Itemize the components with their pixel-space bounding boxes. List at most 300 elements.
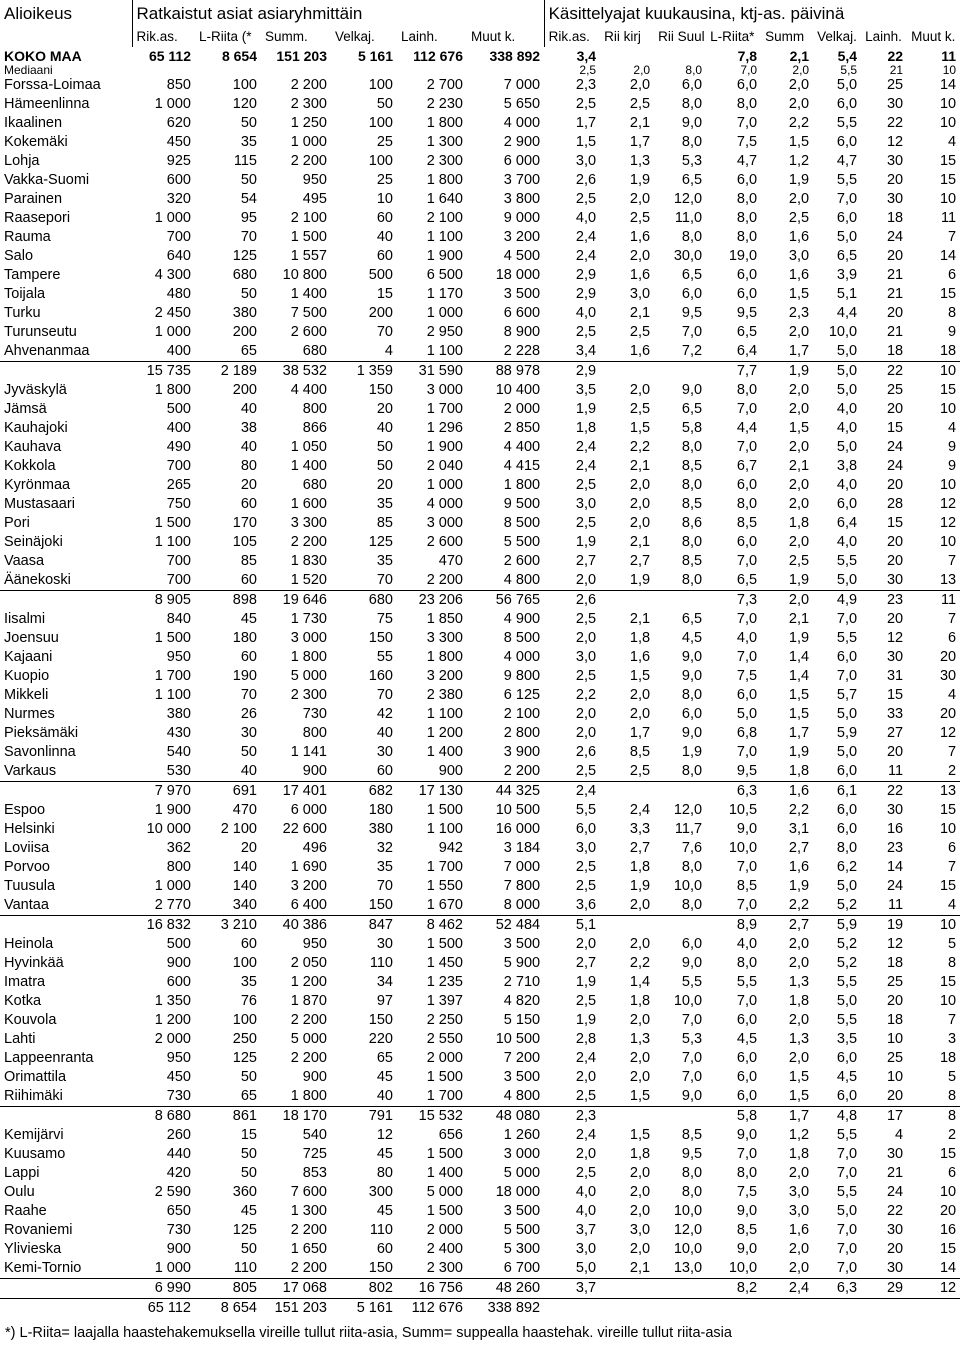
count-cell: 1 100 xyxy=(426,343,463,359)
duration-cell xyxy=(761,1299,813,1319)
header-right-col: Rik.as. xyxy=(544,27,600,47)
table-row xyxy=(0,1011,960,1030)
duration-cell: 20 xyxy=(939,1203,957,1219)
count-cell: 6 500 xyxy=(426,267,463,283)
count-cell: 850 xyxy=(166,77,191,93)
count-cell: 340 xyxy=(232,897,257,913)
duration-cell: 20 xyxy=(886,1241,904,1257)
count-cell: 17 401 xyxy=(261,782,331,802)
row-label: Oulu xyxy=(4,1184,35,1200)
footnote: *) L-Riita= laajalla haastehakemuksella vireille tullut riita-asia, Summ= suppealla haastehak. vireille tullut riita-asia xyxy=(5,1325,732,1341)
duration-cell: 1,8 xyxy=(629,993,651,1009)
duration-cell: 20 xyxy=(886,993,904,1009)
duration-cell: 7,0 xyxy=(736,897,758,913)
row-label: Vakka-Suomi xyxy=(4,172,90,188)
count-cell: 5 500 xyxy=(503,1222,541,1238)
count-cell: 190 xyxy=(232,668,257,684)
duration-cell: 5,5 xyxy=(836,1184,858,1200)
count-cell: 15 xyxy=(240,1127,257,1143)
header-row-2 xyxy=(0,27,960,47)
count-cell: 26 xyxy=(240,706,257,722)
duration-cell xyxy=(600,1299,654,1319)
duration-cell: 9,0 xyxy=(736,821,758,837)
count-cell: 2 590 xyxy=(154,1184,191,1200)
count-cell: 5 650 xyxy=(503,96,541,112)
count-cell: 6 125 xyxy=(503,687,541,703)
count-cell: 18 000 xyxy=(495,267,541,283)
duration-cell: 8,0 xyxy=(736,229,758,245)
duration-cell: 6,0 xyxy=(681,286,703,302)
count-cell: 3 200 xyxy=(290,878,327,894)
count-cell: 8 000 xyxy=(503,897,541,913)
count-cell xyxy=(331,65,397,76)
count-cell: 8 905 xyxy=(132,591,195,611)
duration-cell: 2,0 xyxy=(792,65,810,76)
count-cell: 2 000 xyxy=(426,1050,463,1066)
duration-cell: 12,0 xyxy=(673,802,703,818)
duration-cell: 5,9 xyxy=(836,725,858,741)
count-cell: 853 xyxy=(302,1165,327,1181)
duration-cell: 2,0 xyxy=(629,706,651,722)
duration-cell: 7,0 xyxy=(681,1012,703,1028)
duration-cell: 15 xyxy=(939,153,957,169)
row-label: Jyväskylä xyxy=(4,382,67,398)
duration-cell: 2,0 xyxy=(575,1069,597,1085)
count-cell: 496 xyxy=(302,840,327,856)
duration-cell: 6 xyxy=(948,1165,957,1181)
count-cell: 60 xyxy=(240,936,257,952)
count-cell: 8 654 xyxy=(195,1299,261,1319)
table-row xyxy=(0,1259,960,1279)
duration-cell: 2,0 xyxy=(788,324,810,340)
count-cell: 1 400 xyxy=(426,744,463,760)
duration-cell: 12 xyxy=(886,936,904,952)
duration-cell: 3,0 xyxy=(788,1203,810,1219)
count-cell: 110 xyxy=(369,1222,393,1238)
count-cell: 65 xyxy=(240,1088,257,1104)
duration-cell: 15 xyxy=(939,878,957,894)
duration-cell: 1,8 xyxy=(629,859,651,875)
duration-cell: 4,0 xyxy=(575,1184,597,1200)
row-label: Ylivieska xyxy=(4,1241,62,1257)
duration-cell xyxy=(654,362,706,382)
duration-cell: 2,2 xyxy=(788,897,810,913)
duration-cell: 8,0 xyxy=(681,572,703,588)
count-cell: 2 900 xyxy=(503,134,541,150)
duration-cell: 19,0 xyxy=(728,248,758,264)
duration-cell: 5,9 xyxy=(813,916,861,936)
count-cell: 1 100 xyxy=(154,534,191,550)
count-cell: 1 700 xyxy=(426,401,463,417)
duration-cell xyxy=(813,1299,861,1319)
duration-cell: 8,0 xyxy=(736,210,758,226)
table-row xyxy=(0,495,960,514)
count-cell: 60 xyxy=(240,572,257,588)
count-cell: 2 200 xyxy=(290,1222,327,1238)
duration-cell: 2,4 xyxy=(575,229,597,245)
count-cell: 1 200 xyxy=(154,1012,191,1028)
duration-cell: 9,0 xyxy=(681,955,703,971)
duration-cell: 1,8 xyxy=(788,763,810,779)
row-label: Varkaus xyxy=(4,763,57,779)
count-cell: 50 xyxy=(240,286,257,302)
duration-cell: 5,0 xyxy=(736,706,758,722)
count-cell: 50 xyxy=(240,172,257,188)
count-cell: 125 xyxy=(232,248,257,264)
duration-cell: 8,0 xyxy=(681,134,703,150)
count-cell: 900 xyxy=(166,1241,191,1257)
duration-cell: 2,6 xyxy=(575,744,597,760)
table-row xyxy=(0,419,960,438)
count-cell: 60 xyxy=(376,1241,393,1257)
count-cell: 1 050 xyxy=(290,439,327,455)
count-cell: 2 950 xyxy=(426,324,463,340)
duration-cell xyxy=(654,1107,706,1127)
duration-cell: 5,5 xyxy=(836,974,858,990)
duration-cell: 6,0 xyxy=(681,77,703,93)
count-cell: 8 462 xyxy=(397,916,467,936)
duration-cell: 2,0 xyxy=(575,936,597,952)
count-cell: 50 xyxy=(240,1165,257,1181)
duration-cell: 12 xyxy=(939,725,957,741)
count-cell: 898 xyxy=(195,591,261,611)
row-label: Vaasa xyxy=(4,553,45,569)
duration-cell: 9,5 xyxy=(736,763,758,779)
header-right-col: Muut k. xyxy=(911,29,956,44)
duration-cell: 2,2 xyxy=(788,802,810,818)
duration-cell: 8,0 xyxy=(685,65,703,76)
duration-cell: 6,0 xyxy=(836,134,858,150)
duration-cell: 5,2 xyxy=(836,955,858,971)
duration-cell: 8 xyxy=(948,1088,957,1104)
count-cell: 3 000 xyxy=(503,1146,541,1162)
duration-cell xyxy=(600,362,654,382)
count-cell: 700 xyxy=(166,553,191,569)
table-row xyxy=(0,1068,960,1087)
count-cell: 70 xyxy=(240,229,257,245)
count-cell: 65 112 xyxy=(132,1299,195,1319)
duration-cell: 6,0 xyxy=(836,821,858,837)
duration-cell: 8,0 xyxy=(736,191,758,207)
table-row xyxy=(0,705,960,724)
count-cell: 2 800 xyxy=(503,725,541,741)
duration-cell: 5,3 xyxy=(681,153,703,169)
duration-cell: 5,5 xyxy=(736,974,758,990)
table-row xyxy=(0,438,960,457)
duration-cell: 2,4 xyxy=(575,439,597,455)
duration-cell: 15 xyxy=(886,420,904,436)
header-right-col: Lainh. xyxy=(865,29,902,44)
duration-cell: 2,0 xyxy=(633,65,651,76)
row-label: Mikkeli xyxy=(4,687,49,703)
row-label: Kuopio xyxy=(4,668,50,684)
count-cell: 80 xyxy=(376,1165,393,1181)
count-cell: 100 xyxy=(368,77,393,93)
duration-cell: 6,0 xyxy=(736,534,758,550)
duration-cell: 11 xyxy=(888,897,904,913)
count-cell: 600 xyxy=(166,172,191,188)
row-label: Kemi-Tornio xyxy=(4,1260,82,1276)
count-cell: 112 676 xyxy=(397,1299,467,1319)
row-label: Pori xyxy=(4,515,30,531)
count-cell: 900 xyxy=(302,763,327,779)
count-cell: 1 520 xyxy=(290,572,327,588)
duration-cell: 7,0 xyxy=(736,744,758,760)
duration-cell: 3,0 xyxy=(629,286,651,302)
table-row xyxy=(0,171,960,190)
duration-cell: 1,5 xyxy=(788,286,810,302)
table-row xyxy=(0,266,960,285)
count-cell: 942 xyxy=(438,840,463,856)
duration-cell: 7,0 xyxy=(736,401,758,417)
count-cell: 30 xyxy=(376,936,393,952)
duration-cell: 5,0 xyxy=(836,878,858,894)
duration-cell: 20 xyxy=(886,248,904,264)
count-cell: 10 400 xyxy=(495,382,541,398)
duration-cell: 2,0 xyxy=(575,706,597,722)
count-cell: 950 xyxy=(302,936,327,952)
count-cell: 125 xyxy=(368,534,393,550)
duration-cell: 7,0 xyxy=(836,191,858,207)
count-cell: 1 800 xyxy=(503,477,541,493)
duration-cell: 30 xyxy=(886,96,904,112)
duration-cell: 1,4 xyxy=(629,974,651,990)
duration-cell: 1,5 xyxy=(629,1088,651,1104)
duration-cell: 10 xyxy=(886,1069,904,1085)
table-row xyxy=(0,801,960,820)
duration-cell: 5,0 xyxy=(836,382,858,398)
duration-cell xyxy=(654,47,706,65)
count-cell: 791 xyxy=(331,1107,397,1127)
count-cell: 1 640 xyxy=(426,191,463,207)
duration-cell: 2,0 xyxy=(629,191,651,207)
count-cell: 35 xyxy=(240,134,257,150)
duration-cell: 2,0 xyxy=(629,1069,651,1085)
count-cell: 2 400 xyxy=(426,1241,463,1257)
duration-cell: 1,9 xyxy=(575,1012,597,1028)
count-cell: 15 735 xyxy=(132,362,195,382)
duration-cell xyxy=(654,916,706,936)
duration-cell: 8 xyxy=(948,955,957,971)
duration-cell xyxy=(600,1107,654,1127)
duration-cell: 15 xyxy=(939,172,957,188)
duration-cell: 6,0 xyxy=(736,1050,758,1066)
duration-cell: 4,9 xyxy=(813,591,861,611)
duration-cell: 2,2 xyxy=(629,955,651,971)
duration-cell: 4 xyxy=(948,134,957,150)
duration-cell: 6,5 xyxy=(681,172,703,188)
duration-cell: 23 xyxy=(861,591,907,611)
duration-cell: 20 xyxy=(886,611,904,627)
duration-cell: 19 xyxy=(861,916,907,936)
row-label xyxy=(0,916,132,936)
count-cell: 338 892 xyxy=(467,1299,544,1319)
group-total-row xyxy=(0,916,960,936)
count-cell: 7 970 xyxy=(132,782,195,802)
duration-cell: 3,0 xyxy=(575,840,597,856)
count-cell: 2 100 xyxy=(503,706,541,722)
table-row xyxy=(0,954,960,973)
duration-cell: 4,0 xyxy=(836,420,858,436)
duration-cell: 2,7 xyxy=(575,553,597,569)
count-cell: 151 203 xyxy=(261,1299,331,1319)
count-cell: 100 xyxy=(232,1012,257,1028)
count-cell: 9 000 xyxy=(503,210,541,226)
duration-cell: 12 xyxy=(907,1279,960,1299)
duration-cell: 30 xyxy=(886,1260,904,1276)
duration-cell: 9,0 xyxy=(736,1127,758,1143)
count-cell: 420 xyxy=(166,1165,191,1181)
table-row xyxy=(0,667,960,686)
duration-cell: 5,4 xyxy=(837,48,858,64)
count-cell: 3 210 xyxy=(195,916,261,936)
count-cell: 60 xyxy=(240,496,257,512)
duration-cell: 2,3 xyxy=(575,77,597,93)
count-cell: 1 500 xyxy=(154,630,191,646)
table-row xyxy=(0,858,960,877)
count-cell: 160 xyxy=(368,668,393,684)
duration-cell: 2,7 xyxy=(575,955,597,971)
count-cell: 45 xyxy=(376,1203,393,1219)
duration-cell: 6,5 xyxy=(736,324,758,340)
count-cell: 19 646 xyxy=(261,591,331,611)
duration-cell: 25 xyxy=(886,382,904,398)
count-cell: 1 250 xyxy=(290,115,327,131)
duration-cell: 8,0 xyxy=(736,1165,758,1181)
count-cell: 16 756 xyxy=(397,1279,467,1299)
duration-cell: 1,9 xyxy=(575,974,597,990)
count-cell: 17 068 xyxy=(261,1279,331,1299)
header-row-1 xyxy=(0,0,960,27)
duration-cell: 10,0 xyxy=(828,324,858,340)
duration-cell: 20 xyxy=(886,553,904,569)
duration-cell: 6,7 xyxy=(736,458,758,474)
row-label xyxy=(0,362,132,382)
count-cell: 540 xyxy=(302,1127,327,1143)
duration-cell: 10 xyxy=(939,993,957,1009)
table-row xyxy=(0,285,960,304)
count-cell: 20 xyxy=(376,401,393,417)
duration-cell: 1,5 xyxy=(575,134,597,150)
duration-cell: 2,0 xyxy=(788,477,810,493)
count-cell: 1 500 xyxy=(426,1203,463,1219)
duration-cell: 1,8 xyxy=(629,1146,651,1162)
count-cell: 18 000 xyxy=(495,1184,541,1200)
duration-cell: 8 xyxy=(907,1107,960,1127)
count-cell: 2 200 xyxy=(290,1012,327,1028)
count-cell: 10 500 xyxy=(495,1031,541,1047)
count-cell: 2 600 xyxy=(503,553,541,569)
count-cell: 2 550 xyxy=(426,1031,463,1047)
count-cell: 1 300 xyxy=(426,134,463,150)
duration-cell: 8,0 xyxy=(681,477,703,493)
count-cell: 40 xyxy=(376,229,393,245)
count-cell: 1 500 xyxy=(426,1146,463,1162)
duration-cell: 2,9 xyxy=(544,362,600,382)
count-cell: 430 xyxy=(166,725,191,741)
count-cell: 1 300 xyxy=(290,1203,327,1219)
duration-cell: 7,0 xyxy=(836,1165,858,1181)
duration-cell: 7,6 xyxy=(681,840,703,856)
duration-cell: 2,5 xyxy=(575,477,597,493)
table-row xyxy=(0,820,960,839)
duration-cell: 2,5 xyxy=(629,96,651,112)
count-cell: 6 990 xyxy=(132,1279,195,1299)
table-row xyxy=(0,323,960,342)
count-cell: 5 000 xyxy=(503,1165,541,1181)
duration-cell: 5,5 xyxy=(836,630,858,646)
duration-cell: 24 xyxy=(886,1184,904,1200)
count-cell: 656 xyxy=(438,1127,463,1143)
count-cell: 1 100 xyxy=(154,687,191,703)
count-cell: 380 xyxy=(368,821,393,837)
duration-cell: 2,0 xyxy=(629,477,651,493)
duration-cell: 21 xyxy=(886,324,904,340)
count-cell: 3 200 xyxy=(426,668,463,684)
row-label: Savonlinna xyxy=(4,744,76,760)
duration-cell: 2,0 xyxy=(629,496,651,512)
row-label: Loviisa xyxy=(4,840,50,856)
duration-cell: 2,1 xyxy=(788,458,810,474)
count-cell: 1 000 xyxy=(290,134,327,150)
count-cell: 5 000 xyxy=(290,668,327,684)
count-cell: 15 532 xyxy=(397,1107,467,1127)
duration-cell: 6,5 xyxy=(836,248,858,264)
duration-cell: 1,9 xyxy=(788,572,810,588)
count-cell: 900 xyxy=(166,955,191,971)
count-cell: 60 xyxy=(376,763,393,779)
row-label: Kouvola xyxy=(4,1012,57,1028)
count-cell: 10 000 xyxy=(146,821,191,837)
table-row xyxy=(0,935,960,954)
count-cell: 22 600 xyxy=(282,821,327,837)
duration-cell: 7,0 xyxy=(836,668,858,684)
duration-cell: 7,0 xyxy=(736,1146,758,1162)
count-cell: 400 xyxy=(166,343,191,359)
duration-cell: 5,0 xyxy=(836,77,858,93)
count-cell: 1 800 xyxy=(426,115,463,131)
duration-cell: 2,0 xyxy=(575,630,597,646)
duration-cell: 1,8 xyxy=(788,993,810,1009)
header-left-col: Velkaj. xyxy=(335,29,375,44)
table-row xyxy=(0,724,960,743)
duration-cell: 2,1 xyxy=(629,458,651,474)
count-cell: 1 100 xyxy=(426,706,463,722)
row-label: Seinäjoki xyxy=(4,534,63,550)
count-cell: 100 xyxy=(368,115,393,131)
duration-cell: 2,1 xyxy=(629,305,651,321)
duration-cell: 1,6 xyxy=(629,229,651,245)
duration-cell: 15 xyxy=(886,515,904,531)
duration-cell xyxy=(600,1279,654,1299)
table-row xyxy=(0,76,960,95)
table-row xyxy=(0,1087,960,1107)
count-cell: 70 xyxy=(376,687,393,703)
row-label: Espoo xyxy=(4,802,46,818)
group-total-row xyxy=(0,1279,960,1299)
duration-cell: 10 xyxy=(886,1031,904,1047)
count-cell: 3 000 xyxy=(426,515,463,531)
count-cell: 150 xyxy=(368,1260,393,1276)
count-cell: 320 xyxy=(166,191,191,207)
count-cell: 100 xyxy=(232,955,257,971)
duration-cell: 12 xyxy=(886,134,904,150)
count-cell: 3 700 xyxy=(503,172,541,188)
row-label: Turku xyxy=(4,305,41,321)
count-cell: 1 900 xyxy=(154,802,191,818)
duration-cell: 2,0 xyxy=(575,1146,597,1162)
count-cell: 900 xyxy=(302,1069,327,1085)
